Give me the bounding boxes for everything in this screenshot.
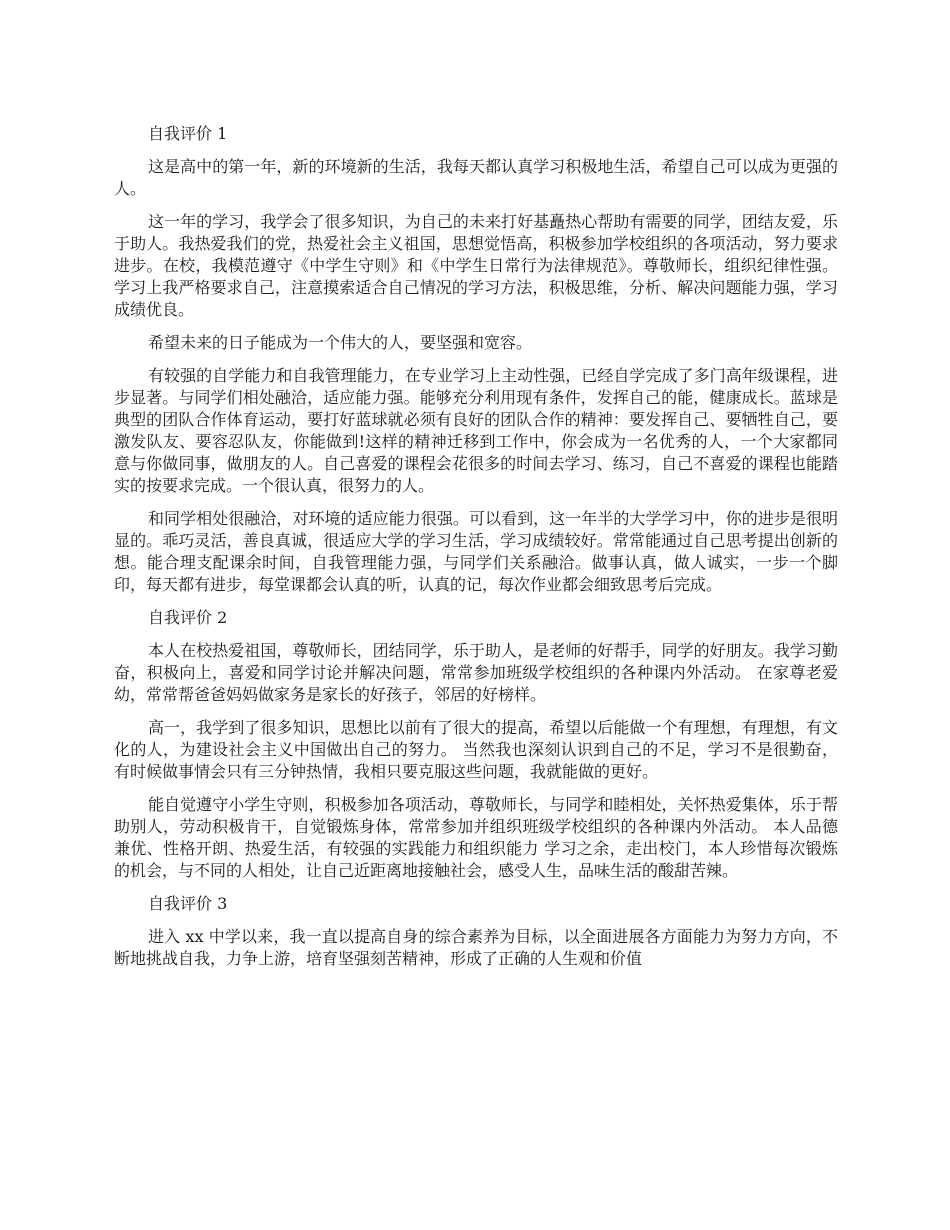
section-heading-3: 自我评价 3 bbox=[148, 894, 228, 913]
paragraph: 这是高中的第一年，新的环境新的生活，我每天都认真学习积极地生活，希望自己可以成为更强的人。 bbox=[114, 157, 838, 198]
section-heading-2: 自我评价 2 bbox=[148, 608, 228, 627]
paragraph: 进入 xx 中学以来，我一直以提高自身的综合素养为目标，以全面进展各方面能力为努力方向，不断地挑战自我，力争上游，培育坚强刻苦精神，形成了正确的人生观和价值 bbox=[114, 927, 838, 968]
paragraph: 高一，我学到了很多知识，思想比以前有了很大的提高，希望以后能做一个有理想，有理想，有文化的人，为建设社会主义中国做出自己的努力。 当然我也深刻认识到自己的不足，学习不是很勤奋，有时候做事情会只有三分钟热情，我相只要克服这些问题，我就能做的更好。 bbox=[114, 718, 838, 781]
paragraph: 这一年的学习，我学会了很多知识，为自己的未来打好基矗热心帮助有需要的同学，团结友爱，乐于助人。我热爱我们的党，热爱社会主义祖国，思想觉悟高，积极参加学校组织的各项活动，努力要求进步。在校，我模范遵守《中学生守则》和《中学生日常行为法律规范》。尊敬师长，组织纪律性强。学习上我严格要求自己，注意摸索适合自己情况的学习方法，积极思维，分析、解决问题能力强，学习成绩优良。 bbox=[114, 212, 838, 319]
paragraph: 能自觉遵守小学生守则，积极参加各项活动，尊敬师长，与同学和睦相处，关怀热爱集体，乐于帮助别人，劳动积极肯干，自觉锻炼身体，常常参加并组织班级学校组织的各种课内外活动。 本人品德兼优、性格开朗、热爱生活，有较强的实践能力和组织能力 学习之余，走出校门，本人珍惜每次锻炼的机会，与不同的人相处，让自己近距离地接触社会，感受人生，品味生活的酸甜苦辣。 bbox=[114, 795, 838, 880]
paragraph: 本人在校热爱祖国，尊敬师长，团结同学，乐于助人，是老师的好帮手，同学的好朋友。我学习勤奋，积极向上，喜爱和同学讨论并解决问题，常常参加班级学校组织的各种课内外活动。 在家尊老爱幼，常常帮爸爸妈妈做家务是家长的好孩子，邻居的好榜样。 bbox=[114, 641, 838, 704]
paragraph: 和同学相处很融洽，对环境的适应能力很强。可以看到，这一年半的大学学习中，你的进步是很明显的。乖巧灵活，善良真诚，很适应大学的学习生活，学习成绩较好。常常能通过自己思考提出创新的想。能合理支配课余时间，自我管理能力强，与同学们关系融洽。做事认真，做人诚实，一步一个脚印，每天都有进步，每堂课都会认真的听，认真的记，每次作业都会细致思考后完成。 bbox=[114, 509, 838, 594]
paragraph: 有较强的自学能力和自我管理能力，在专业学习上主动性强，已经自学完成了多门高年级课程，进步显著。与同学们相处融洽，适应能力强。能够充分利用现有条件，发挥自己的能，健康成长。蓝球是典型的团队合作体育运动，要打好蓝球就必须有良好的团队合作的精神：要发挥自己、要牺牲自己，要激发队友、要容忍队友，你能做到!这样的精神迁移到工作中，你会成为一名优秀的人，一个大家都同意与你做同事，做朋友的人。自己喜爱的课程会花很多的时间去学习、练习，自己不喜爱的课程也能踏实的按要求完成。一个很认真，很努力的人。 bbox=[114, 366, 838, 495]
paragraph: 希望未来的日子能成为一个伟大的人，要坚强和宽容。 bbox=[148, 333, 533, 352]
document-page bbox=[114, 123, 838, 981]
section-heading-1: 自我评价 1 bbox=[148, 124, 228, 143]
